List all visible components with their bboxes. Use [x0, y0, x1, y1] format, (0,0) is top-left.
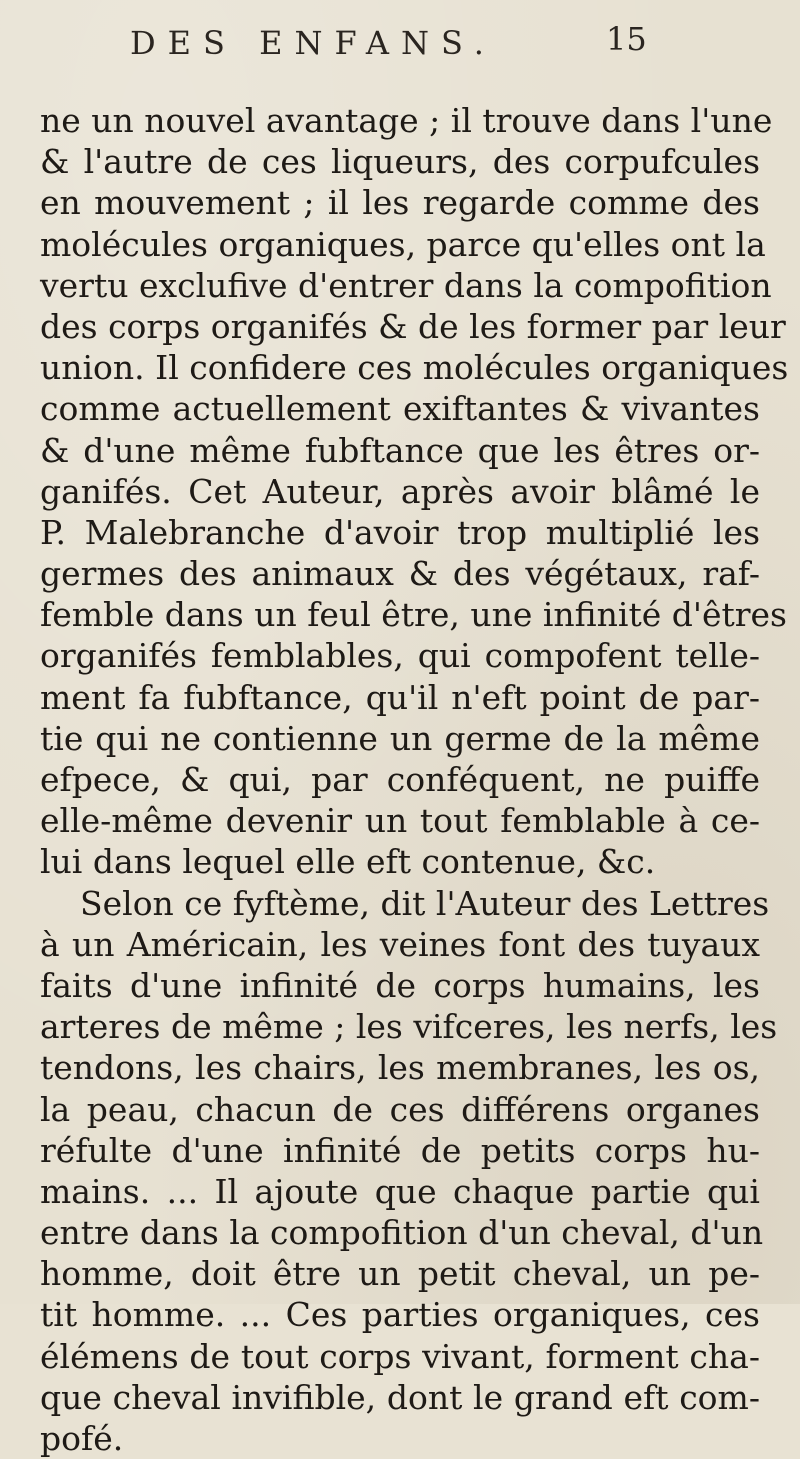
- text-line: que cheval invifible, dont le grand eft com-: [40, 1377, 760, 1417]
- text-line: & l'autre de ces liqueurs, des corpufcules: [40, 142, 760, 182]
- text-line: tit homme. ... Ces parties organiques, ces: [40, 1295, 760, 1335]
- text-line: homme, doit être un petit cheval, un pe-: [40, 1254, 760, 1294]
- text-line: femble dans un feul être, une infinité d'êtres: [40, 595, 787, 635]
- text-line: union. Il confidere ces molécules organiques: [40, 348, 789, 388]
- text-line: P. Malebranche d'avoir trop multiplié les: [40, 512, 760, 552]
- text-line: réfulte d'une infinité de petits corps hu-: [40, 1130, 760, 1170]
- text-line: efpece, & qui, par conféquent, ne puiffe: [40, 760, 760, 799]
- text-line: elle-même devenir un tout femblable à ce-: [40, 801, 760, 841]
- text-line: faits d'une infinité de corps humains, les: [40, 965, 760, 1005]
- text-line: élémens de tout corps vivant, forment cha-: [40, 1336, 760, 1376]
- text-line: vertu exclufive d'entrer dans la compofition: [40, 265, 772, 305]
- text-line: ment fa fubftance, qu'il n'eft point de par-: [40, 677, 760, 717]
- text-line: ne un nouvel avantage ; il trouve dans l'une: [40, 101, 773, 140]
- running-head: DES ENFANS.: [130, 24, 496, 62]
- page-number: 15: [606, 20, 647, 58]
- text-line: organifés femblables, qui compofent telle-: [40, 636, 760, 676]
- text-line: mains. ... Il ajoute que chaque partie qui: [40, 1171, 760, 1211]
- text-line: à un Américain, les veines font des tuyaux: [40, 924, 760, 964]
- text-line: tendons, les chairs, les membranes, les os,: [40, 1048, 760, 1088]
- text-line: pofé.: [40, 1419, 124, 1458]
- text-line: tie qui ne contienne un germe de la même: [40, 718, 760, 758]
- text-line: comme actuellement exiftantes & vivantes: [40, 389, 760, 429]
- text-line: entre dans la compofition d'un cheval, d'un: [40, 1213, 764, 1253]
- text-line: des corps organifés & de les former par leur: [40, 306, 786, 346]
- text-line: arteres de même ; les vifceres, les nerfs, les: [40, 1007, 778, 1047]
- text-line: ganifés. Cet Auteur, après avoir blâmé le: [40, 471, 760, 511]
- text-line: germes des animaux & des végétaux, raf-: [40, 554, 760, 594]
- paragraph-start-line: Selon ce fyftème, dit l'Auteur des Lettres: [80, 883, 770, 923]
- text-line: & d'une même fubftance que les êtres or-: [40, 430, 760, 470]
- text-line: la peau, chacun de ces différens organes: [40, 1089, 760, 1129]
- text-line: molécules organiques, parce qu'elles ont la: [40, 224, 766, 264]
- text-line: lui dans lequel elle eft contenue, &c.: [40, 842, 656, 882]
- text-line: en mouvement ; il les regarde comme des: [40, 183, 760, 223]
- body-text: [40, 100, 789, 1459]
